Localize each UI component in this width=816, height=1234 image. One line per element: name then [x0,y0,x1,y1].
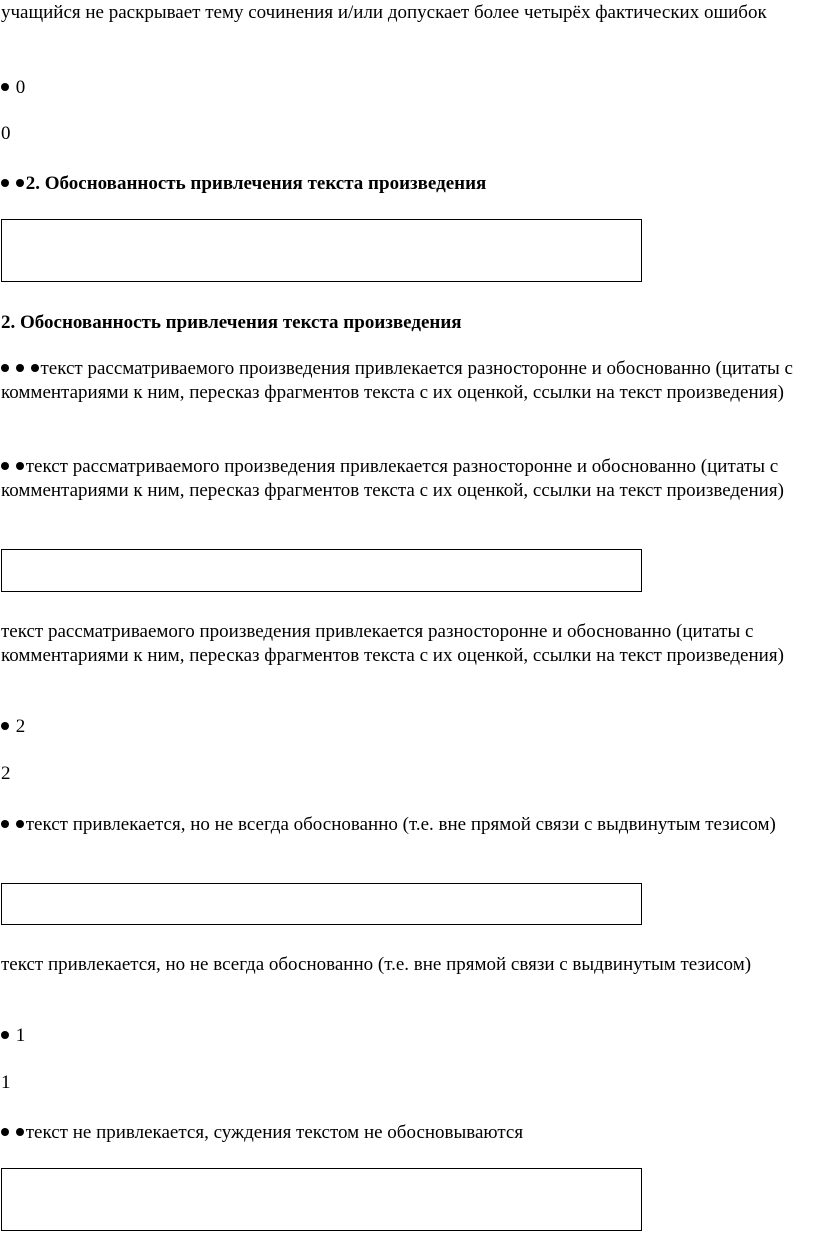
bullet-icon [16,179,24,187]
level-partial-text: текст привлекается, но не всегда обоснованно (т.е. вне прямой связи с выдвинутым тезисом) [1,954,752,975]
empty-input-box [1,883,642,925]
bullet-icon [16,462,24,470]
level-none-label: текст не привлекается, суждения текстом не обосновываются [25,1122,524,1143]
bullet-icon [16,820,24,828]
bullet-level-full-a [1,357,801,405]
bullet-icon [16,364,24,372]
empty-input-box [1,1168,642,1231]
criterion-title-label: 2. Обоснованность привлечения текста произведения [25,173,487,194]
bullet-icon [16,1128,24,1136]
score-zero-text: 0 [1,123,11,144]
criterion-title: 2. Обоснованность привлечения текста произведения [1,312,462,333]
level-full-label: текст рассматриваемого произведения привлекается разносторонне и обоснованно (цитаты с комментариями к ним, пересказ фрагментов текста с их оценкой, ссылки на текст произведения) [1,358,793,403]
bullet-icon [1,179,9,187]
empty-input-box [1,219,642,282]
bullet-icon [1,462,9,470]
score-value: 2 [15,716,26,737]
score-value: 1 [15,1025,26,1046]
bullet-icon [1,820,9,828]
bullet-score-one [1,1024,801,1048]
bullet-icon [1,722,9,730]
bullet-icon [1,83,9,91]
level-full-label: текст рассматриваемого произведения привлекается разносторонне и обоснованно (цитаты с комментариями к ним, пересказ фрагментов текста с их оценкой, ссылки на текст произведения) [1,456,784,501]
level-partial-label: текст привлекается, но не всегда обоснованно (т.е. вне прямой связи с выдвинутым тезисом) [25,814,776,835]
bullet-criterion-title [1,172,801,196]
bullet-level-none [1,1121,801,1145]
intro-text: учащийся не раскрывает тему сочинения и/или допускает более четырёх фактических ошибок [1,2,767,23]
score-value: 0 [15,77,26,98]
level-full-text: текст рассматриваемого произведения привлекается разносторонне и обоснованно (цитаты с комментариями к ним, пересказ фрагментов текста с их оценкой, ссылки на текст произведения) [1,621,784,666]
bullet-icon [1,364,9,372]
bullet-score-two [1,715,801,739]
score-two-text: 2 [1,763,11,784]
bullet-icon [1,1128,9,1136]
score-one-text: 1 [1,1072,11,1093]
bullet-level-full-b [1,455,801,503]
bullet-level-partial [1,813,801,837]
bullet-icon [1,1031,9,1039]
bullet-icon [31,364,39,372]
empty-input-box [1,549,642,592]
bullet-score-zero [1,76,801,100]
